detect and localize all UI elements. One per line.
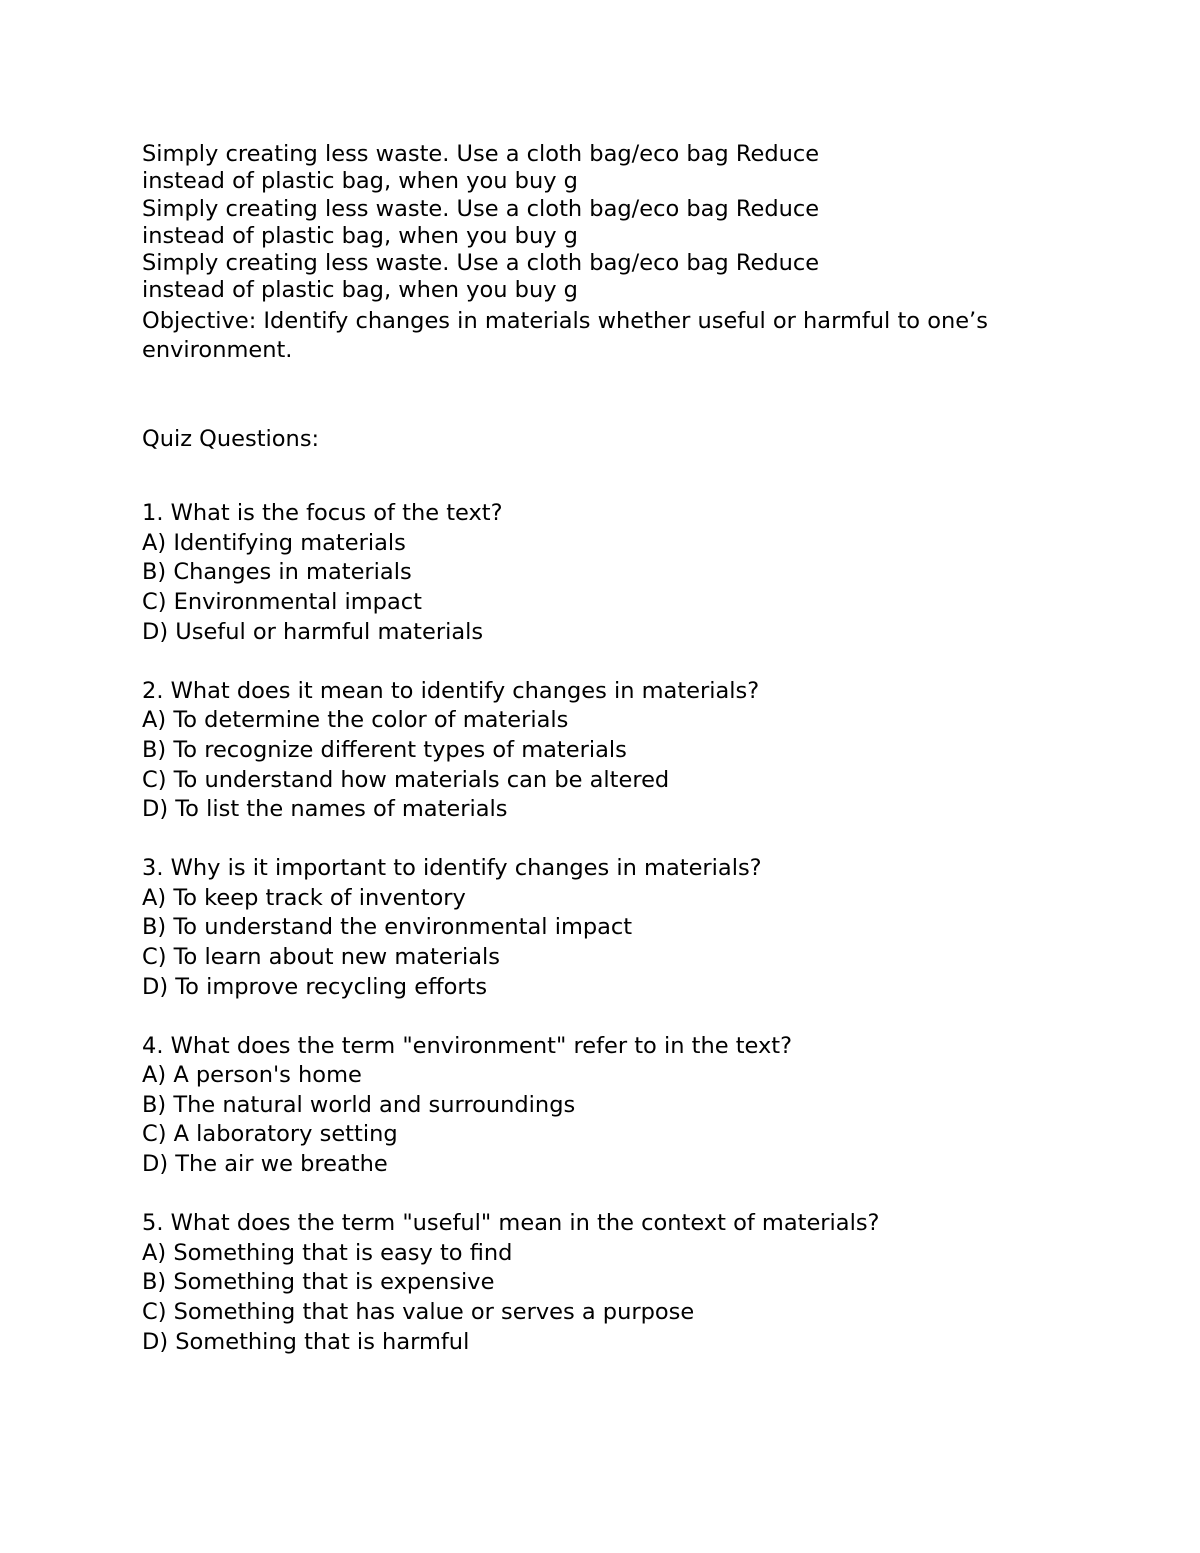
- answer-option: C) To understand how materials can be altered: [142, 766, 670, 793]
- answer-option: A) A person's home: [142, 1062, 362, 1089]
- answer-option: D) Useful or harmful materials: [142, 618, 484, 645]
- answer-option: A) Something that is easy to find: [142, 1239, 513, 1266]
- answer-option: C) A laboratory setting: [142, 1121, 398, 1148]
- question-text: 1. What is the focus of the text?: [142, 500, 503, 527]
- intro-line: Simply creating less waste. Use a cloth bag/eco bag Reduce: [142, 250, 820, 277]
- quiz-heading: Quiz Questions:: [142, 425, 320, 452]
- question-text: 4. What does the term "environment" refer to in the text?: [142, 1032, 793, 1059]
- intro-line: instead of plastic bag, when you buy g: [142, 222, 578, 249]
- question-list: [142, 499, 1072, 1357]
- question-block: [142, 854, 1072, 1002]
- answer-option: D) The air we breathe: [142, 1151, 388, 1178]
- intro-line: Simply creating less waste. Use a cloth bag/eco bag Reduce: [142, 195, 820, 222]
- question-text: 2. What does it mean to identify changes in materials?: [142, 677, 760, 704]
- answer-option: B) Something that is expensive: [142, 1269, 495, 1296]
- answer-option: B) Changes in materials: [142, 559, 412, 586]
- answer-option: C) Environmental impact: [142, 589, 422, 616]
- answer-option: D) Something that is harmful: [142, 1328, 470, 1355]
- answer-option: A) Identifying materials: [142, 529, 406, 556]
- intro-line: instead of plastic bag, when you buy g: [142, 168, 578, 195]
- answer-option: C) To learn about new materials: [142, 944, 500, 970]
- answer-option: D) To improve recycling efforts: [142, 973, 488, 1000]
- intro-section: [142, 141, 1072, 366]
- answer-option: C) Something that has value or serves a purpose: [142, 1298, 695, 1325]
- answer-option: B) To recognize different types of materials: [142, 736, 627, 763]
- question-text: 3. Why is it important to identify changes in materials?: [142, 855, 762, 882]
- intro-line: instead of plastic bag, when you buy g: [142, 277, 578, 304]
- question-block: [142, 1032, 1072, 1180]
- answer-option: D) To list the names of materials: [142, 796, 508, 823]
- answer-option: A) To keep track of inventory: [142, 884, 466, 911]
- question-block: [142, 1209, 1072, 1357]
- answer-option: B) To understand the environmental impact: [142, 914, 633, 941]
- answer-option: A) To determine the color of materials: [142, 707, 569, 734]
- document-content: [142, 141, 1072, 1387]
- objective-text: Objective: Identify changes in materials whether useful or harmful to one’s environment.: [142, 307, 988, 364]
- question-block: [142, 677, 1072, 825]
- answer-option: B) The natural world and surroundings: [142, 1091, 576, 1118]
- question-text: 5. What does the term "useful" mean in the context of materials?: [142, 1210, 880, 1237]
- intro-line: Simply creating less waste. Use a cloth bag/eco bag Reduce: [142, 141, 820, 167]
- question-block: [142, 499, 1072, 647]
